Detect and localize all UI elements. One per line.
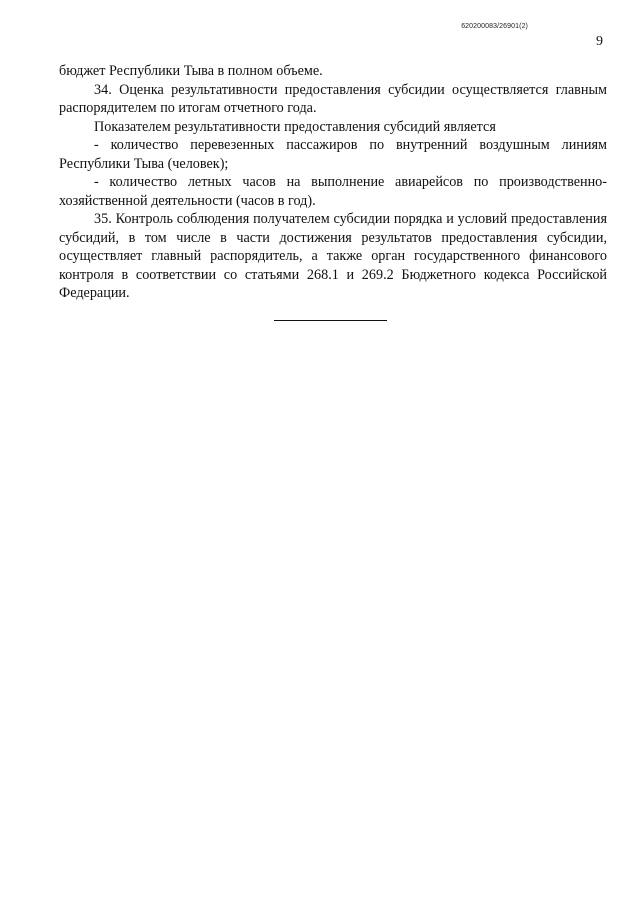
document-body: [59, 62, 607, 303]
paragraph-35: 35. Контроль соблюдения получателем субсидии порядка и условий предоставления субсидий, в том числе в части достижения результатов предоставления субсидии, осуществляет главный распорядитель, а также орган государственного финансового контроля в соответствии со статьями 268.1 и 269.2 Бюджетного кодекса Российской Федерации.: [59, 211, 607, 301]
page-number: 9: [596, 34, 603, 49]
paragraph-indicator-intro: Показателем результативности предоставления субсидий является: [94, 118, 496, 135]
paragraph-indicator-passengers: - количество перевезенных пассажиров по внутренний воздушным линиям Республики Тыва (человек);: [59, 137, 607, 172]
document-code: 620200083/26901(2): [461, 23, 528, 30]
paragraph-indicator-flight-hours: - количество летных часов на выполнение авиарейсов по производственно-хозяйственной деятельности (часов в год).: [59, 174, 607, 209]
paragraph-34: 34. Оценка результативности предоставления субсидии осуществляется главным распорядителем по итогам отчетного года.: [59, 81, 607, 116]
end-separator-line: [274, 320, 387, 321]
paragraph-budget: бюджет Республики Тыва в полном объеме.: [59, 63, 323, 79]
